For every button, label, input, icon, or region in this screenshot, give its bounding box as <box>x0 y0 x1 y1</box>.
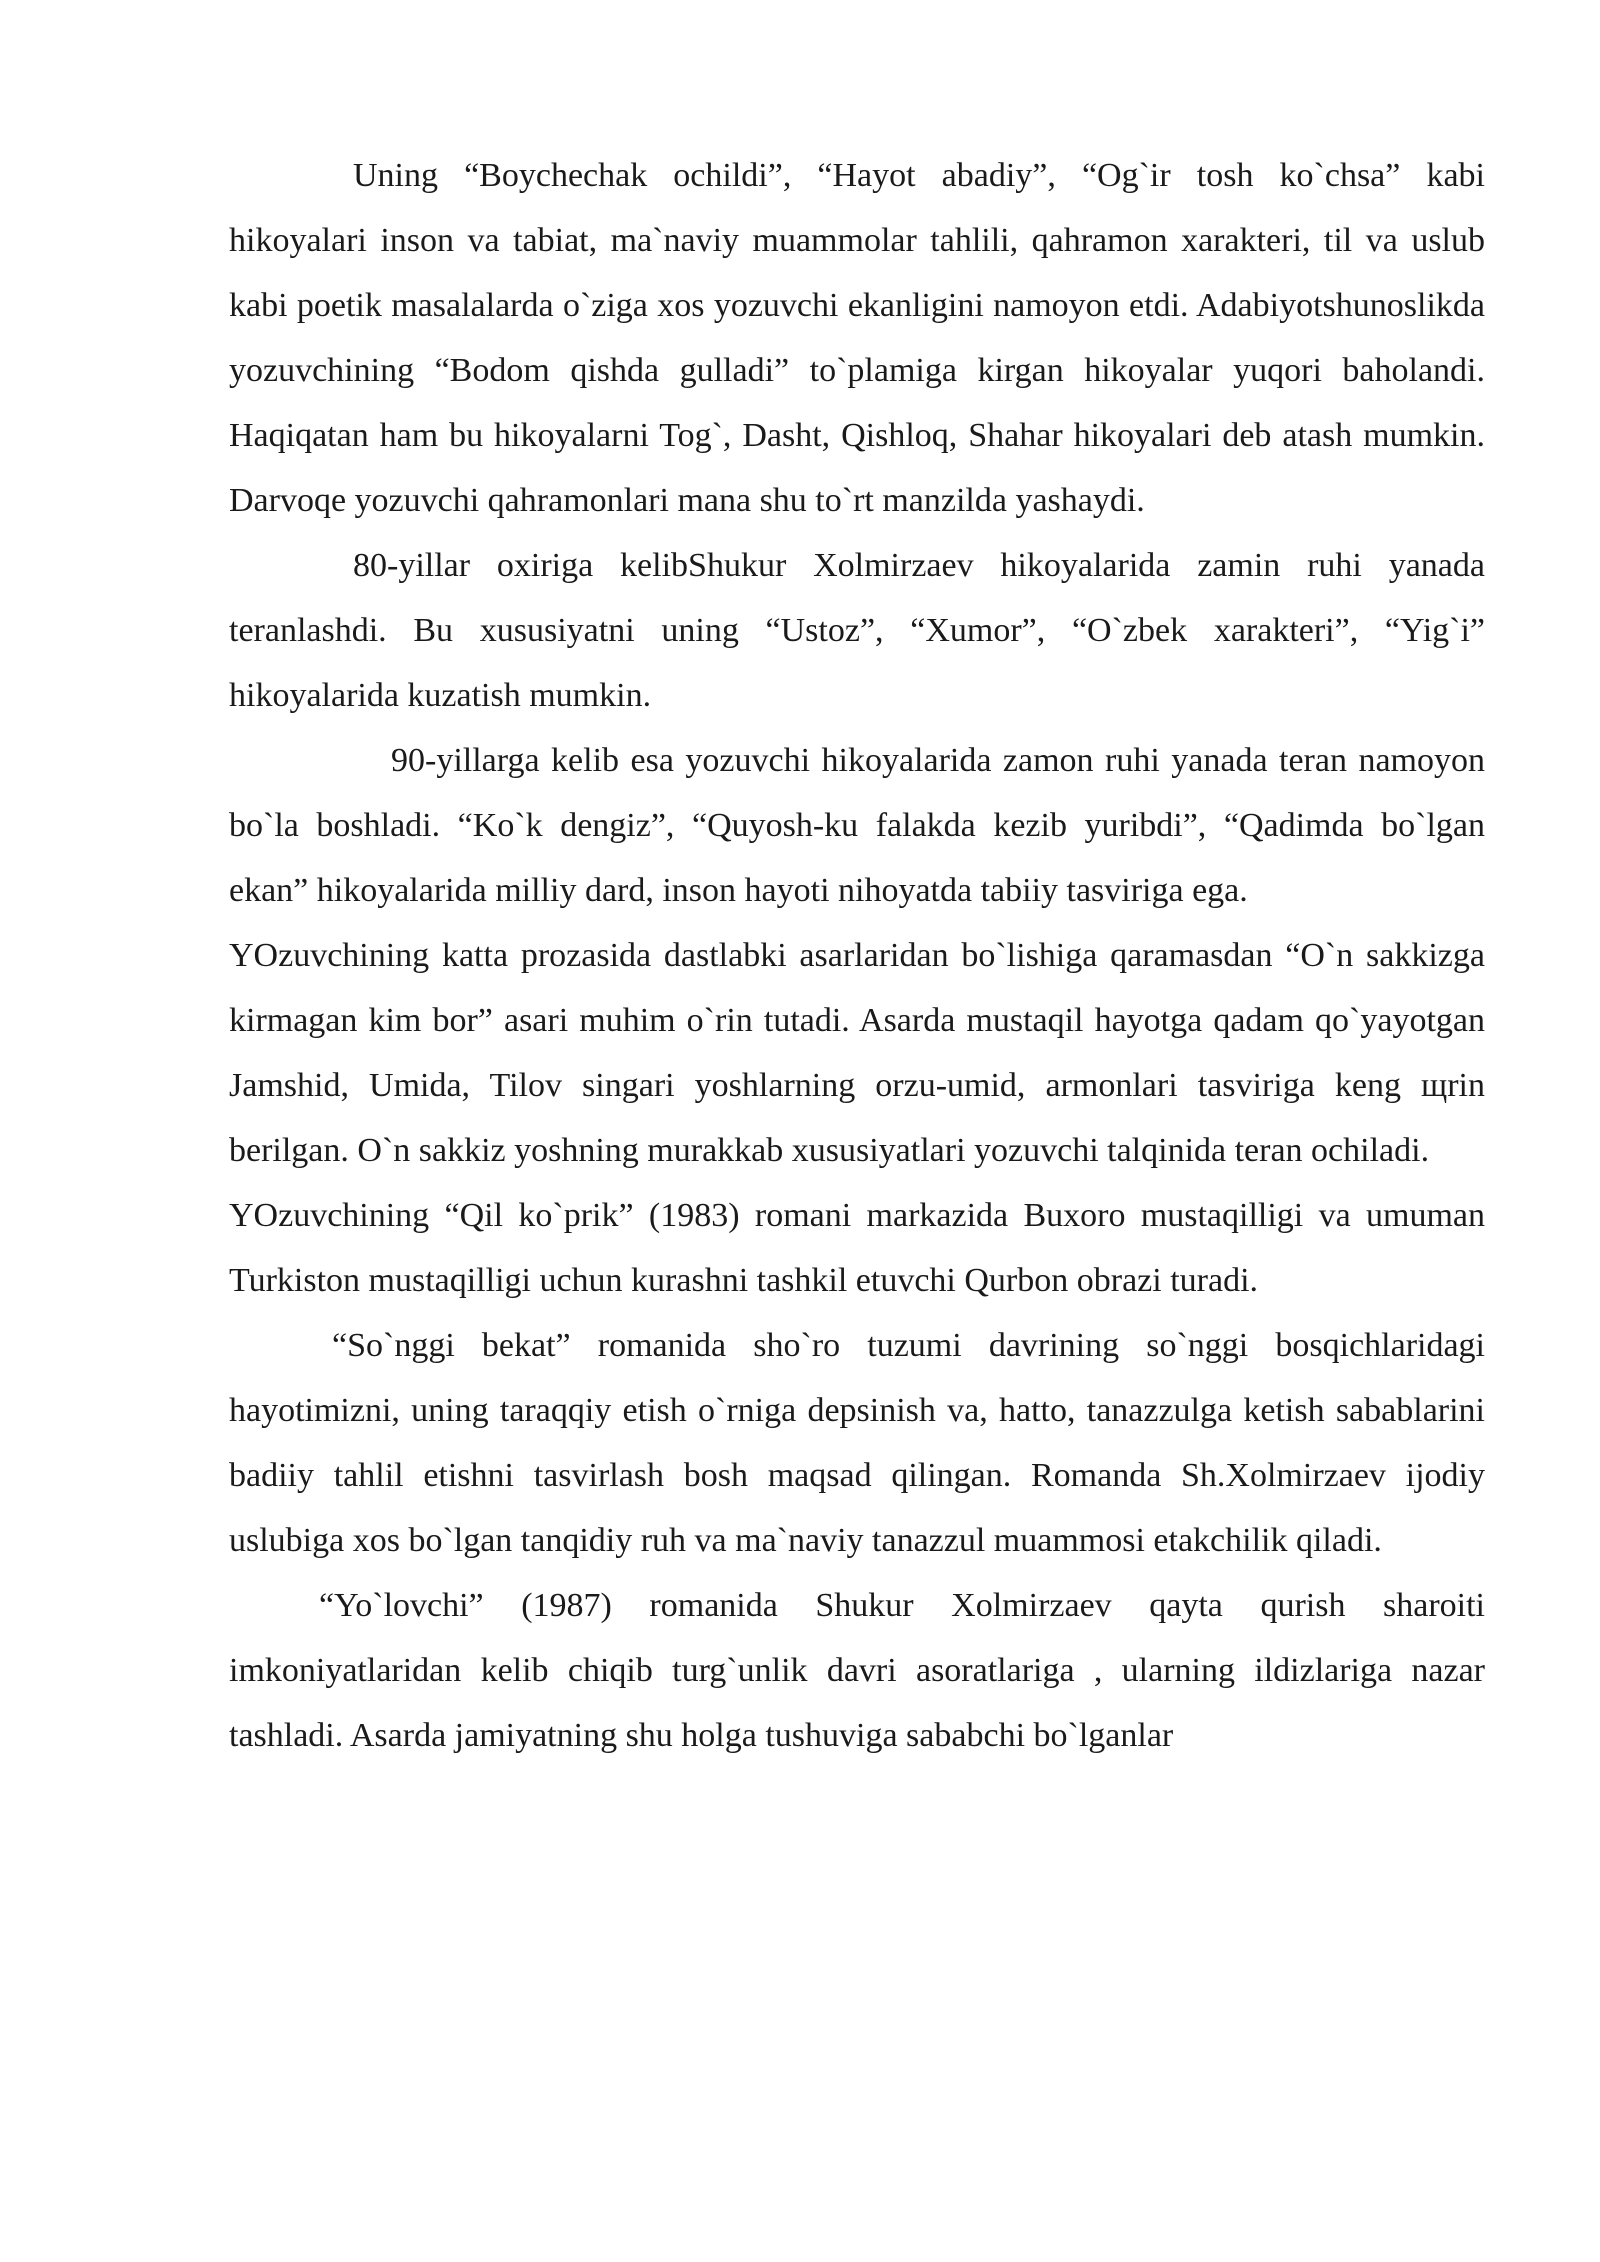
document-page <box>229 143 1485 1768</box>
paragraph-2: 80-yillar oxiriga kelibShukur Xolmirzaev hikoyalarida zamin ruhi yanada teranlashdi. Bu xususiyatni uning “Ustoz”, “Xumor”, “O`zbek xarakteri”, “Yig`i” hikoyalarida kuzatish mumkin. <box>229 547 1485 714</box>
paragraph-1: Uning “Boychechak ochildi”, “Hayot abadiy”, “Og`ir tosh ko`chsa” kabi hikoyalari inson va tabiat, ma`naviy muammolar tahlili, qahramon xarakteri, til va uslub kabi poetik masalalarda o`ziga xos yozuvchi ekanligini namoyon etdi. Adabiyotshunoslikda yozuvchining “Bodom qishda gulladi” to`plamiga kirgan hikoyalar yuqori baholandi. Haqiqatan ham bu hikoyalarni Tog`, Dasht, Qishloq, Shahar hikoyalari deb atash mumkin. Darvoqe yozuvchi qahramonlari mana shu to`rt manzilda yashaydi. <box>229 157 1485 519</box>
paragraph-7: “Yo`lovchi” (1987) romanida Shukur Xolmirzaev qayta qurish sharoiti imkoniyatlaridan kelib chiqib turg`unlik davri asoratlariga , ularning ildizlariga nazar tashladi. Asarda jamiyatning shu holga tushuviga sababchi bo`lganlar <box>229 1587 1485 1754</box>
paragraph-4: YOzuvchining katta prozasida dastlabki asarlaridan bo`lishiga qaramasdan “O`n sakkizga kirmagan kim bor” asari muhim o`rin tutadi. Asarda mustaqil hayotga qadam qo`yayotgan Jamshid, Umida, Tilov singari yoshlarning orzu-umid, armonlari tasviriga keng щrin berilgan. O`n sakkiz yoshning murakkab xususiyatlari yozuvchi talqinida teran ochiladi. <box>229 937 1485 1169</box>
paragraph-6: “So`nggi bekat” romanida sho`ro tuzumi davrining so`nggi bosqichlaridagi hayotimizni, uning taraqqiy etish o`rniga depsinish va, hatto, tanazzulga ketish sabablarini badiiy tahlil etishni tasvirlash bosh maqsad qilingan. Romanda Sh.Xolmirzaev ijodiy uslubiga xos bo`lgan tanqidiy ruh va ma`naviy tanazzul muammosi etakchilik qiladi. <box>229 1327 1485 1559</box>
paragraph-5: YOzuvchining “Qil ko`prik” (1983) romani markazida Buxoro mustaqilligi va umuman Turkiston mustaqilligi uchun kurashni tashkil etuvchi Qurbon obrazi turadi. <box>229 1197 1485 1299</box>
paragraph-3: 90-yillarga kelib esa yozuvchi hikoyalarida zamon ruhi yanada teran namoyon bo`la boshladi. “Ko`k dengiz”, “Quyosh-ku falakda kezib yuribdi”, “Qadimda bo`lgan ekan” hikoyalarida milliy dard, inson hayoti nihoyatda tabiiy tasviriga ega. <box>229 742 1485 909</box>
